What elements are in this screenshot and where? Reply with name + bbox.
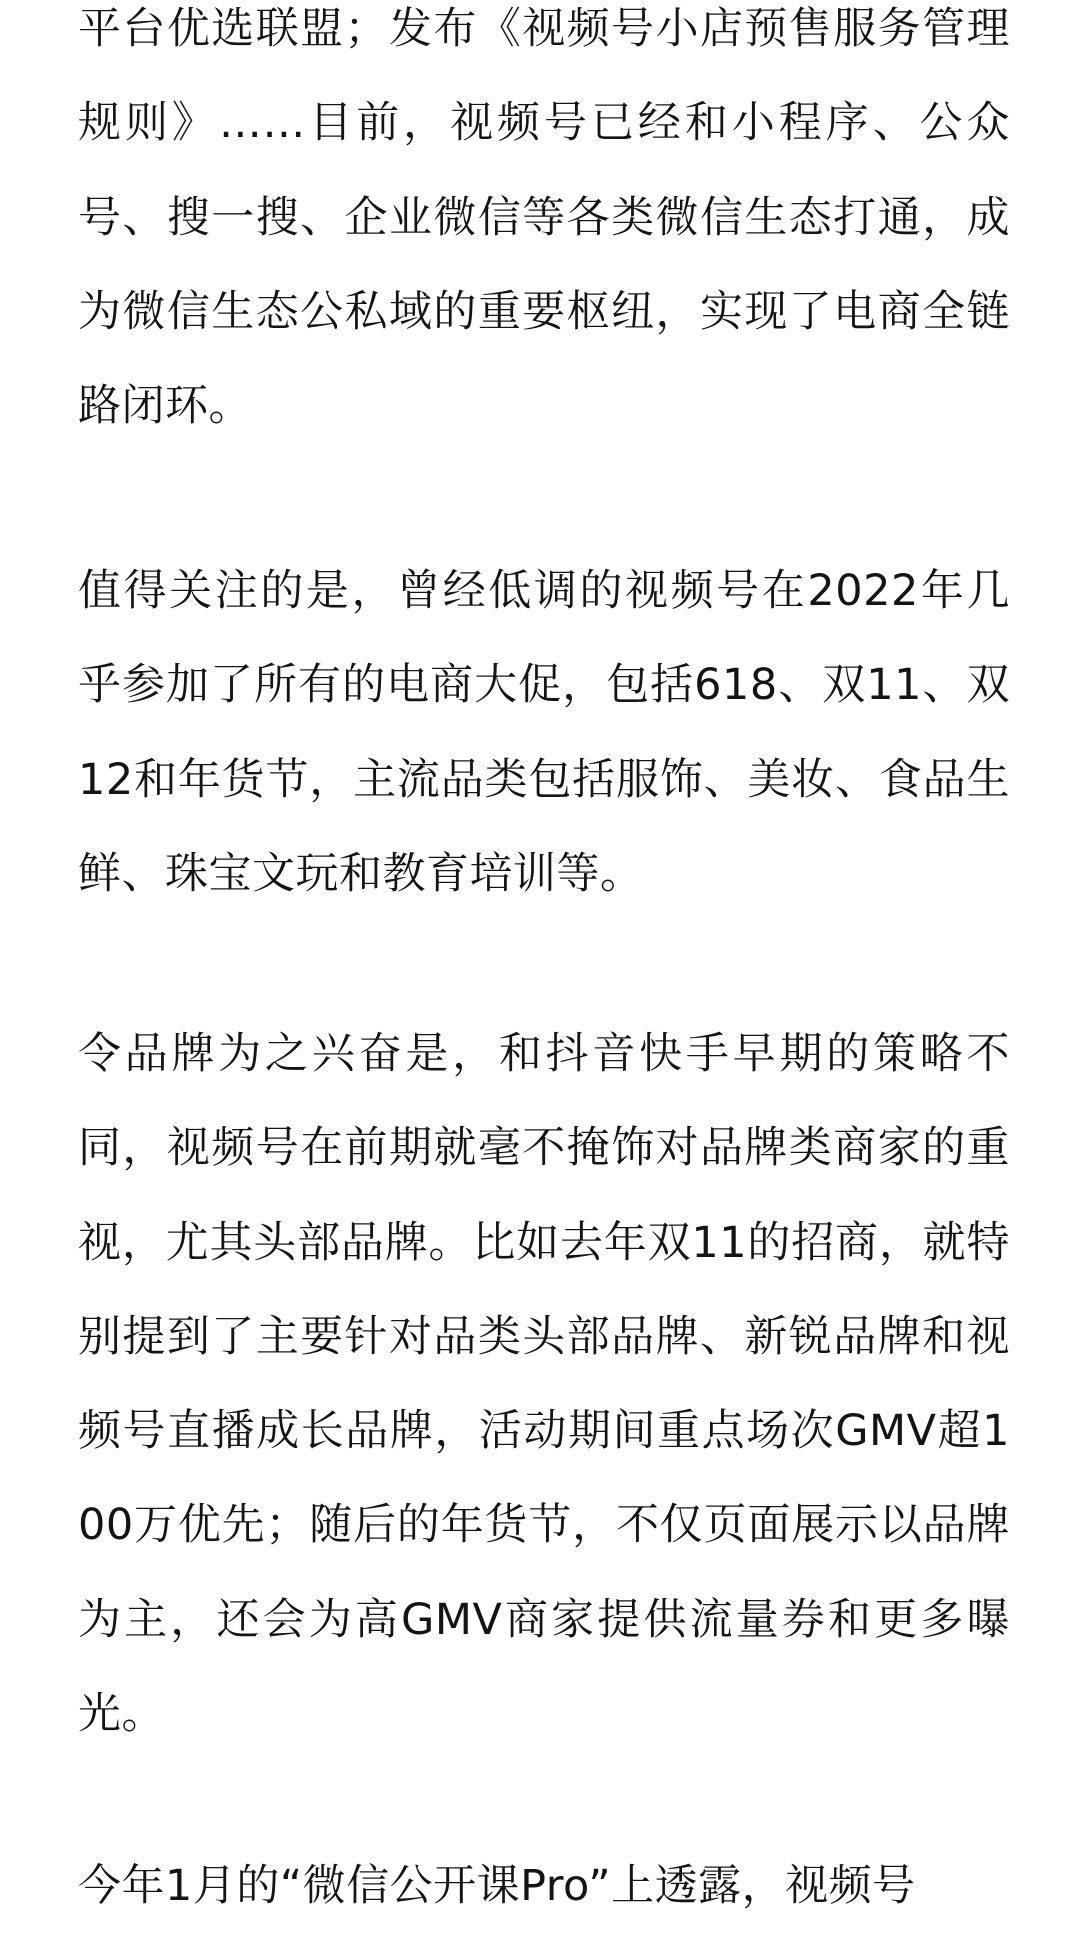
article-paragraph: 平台优选联盟；发布《视频号小店预售服务管理规则》……目前，视频号已经和小程序、公众号、搜一搜、企业微信等各类微信生态打通，成为微信生态公私域的重要枢纽，实现了电商全链路闭环。 xyxy=(78,4,1010,432)
article-paragraph: 值得关注的是，曾经低调的视频号在2022年几乎参加了所有的电商大促，包括618、双11、双12和年货节，主流品类包括服饰、美妆、食品生鲜、珠宝文玩和教育培训等。 xyxy=(78,566,1010,899)
article-paragraph: 今年1月的“微信公开课Pro”上透露，视频号 xyxy=(78,1861,916,1911)
article-paragraph: 令品牌为之兴奋是，和抖音快手早期的策略不同，视频号在前期就毫不掩饰对品牌类商家的重视，尤其头部品牌。比如去年双11的招商，就特别提到了主要针对品类头部品牌、新锐品牌和视频号直播成长品牌，活动期间重点场次GMV超100万优先；随后的年货节，不仅页面展示以品牌为主，还会为高GMV商家提供流量券和更多曝光。 xyxy=(78,1029,1010,1740)
